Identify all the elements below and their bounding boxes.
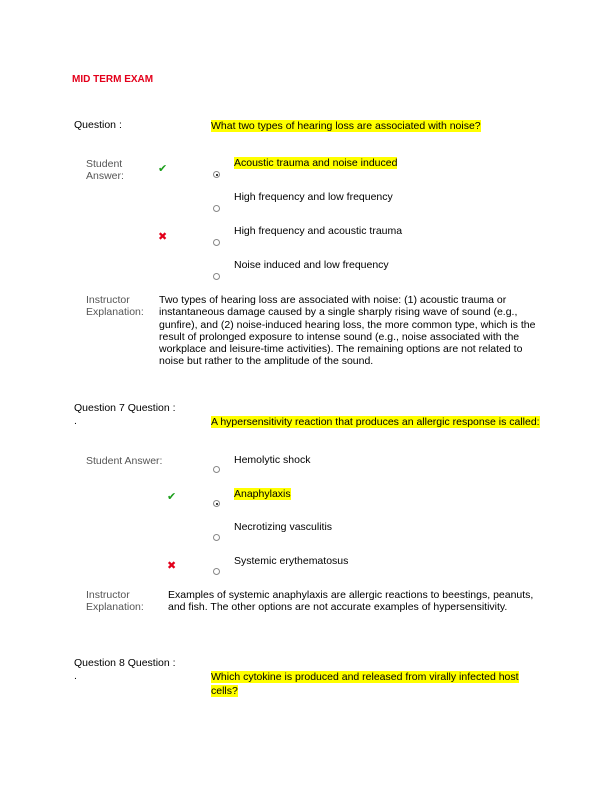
instructor-explanation: Two types of hearing loss are associated with noise: (1) acoustic trauma or instantaneous damage caused by a single sharply rising wave of sound (e.g., gunfire), and (2) noise-induced hearing loss, the more common type, which is the result of prolonged exposure to intense sound (e.g., noise associated with the workplace and leisure-time activities). The remaining options are not related to noise but rather to the amplitude of the sound. bbox=[159, 294, 536, 368]
option-text: Systemic erythematosus bbox=[234, 555, 349, 567]
question-dot: . bbox=[74, 670, 77, 682]
student-answer-label: Student Answer: bbox=[86, 455, 163, 467]
radio-option-4[interactable] bbox=[213, 273, 220, 280]
question-label: Question 8 Question : bbox=[74, 657, 176, 669]
radio-option-3[interactable] bbox=[213, 534, 220, 541]
option-text: Acoustic trauma and noise induced bbox=[234, 157, 398, 169]
question-label: Question 7 Question : bbox=[74, 402, 176, 414]
radio-option-2[interactable] bbox=[213, 500, 220, 507]
option-text: Anaphylaxis bbox=[234, 488, 291, 500]
question-dot: . bbox=[74, 415, 77, 427]
question-label: Question : bbox=[74, 119, 122, 131]
instructor-explanation: Examples of systemic anaphylaxis are allergic reactions to beestings, peanuts, and fish. The other options are not accurate examples of hypersensitivity. bbox=[168, 589, 534, 614]
exam-title: MID TERM EXAM bbox=[72, 74, 154, 85]
option-text: Necrotizing vasculitis bbox=[234, 521, 333, 533]
option-text: Hemolytic shock bbox=[234, 454, 311, 466]
radio-option-1[interactable] bbox=[213, 466, 220, 473]
radio-option-3[interactable] bbox=[213, 239, 220, 246]
question-text: A hypersensitivity reaction that produces an allergic response is called: bbox=[211, 416, 540, 428]
option-text: High frequency and acoustic trauma bbox=[234, 225, 403, 237]
radio-option-1[interactable] bbox=[213, 171, 220, 178]
cross-icon: ✖ bbox=[167, 560, 177, 572]
check-icon: ✔ bbox=[158, 163, 168, 175]
check-icon: ✔ bbox=[167, 491, 177, 503]
student-answer-label: Student Answer: bbox=[86, 158, 124, 182]
option-text: High frequency and low frequency bbox=[234, 191, 393, 203]
radio-option-2[interactable] bbox=[213, 205, 220, 212]
option-text: Noise induced and low frequency bbox=[234, 259, 389, 271]
cross-icon: ✖ bbox=[158, 231, 168, 243]
radio-option-4[interactable] bbox=[213, 568, 220, 575]
question-text: What two types of hearing loss are associated with noise? bbox=[211, 120, 481, 132]
question-text: Which cytokine is produced and released from virally infected host cells? bbox=[211, 671, 519, 697]
instructor-explanation-label: Instructor Explanation: bbox=[86, 294, 144, 318]
instructor-explanation-label: Instructor Explanation: bbox=[86, 589, 144, 613]
